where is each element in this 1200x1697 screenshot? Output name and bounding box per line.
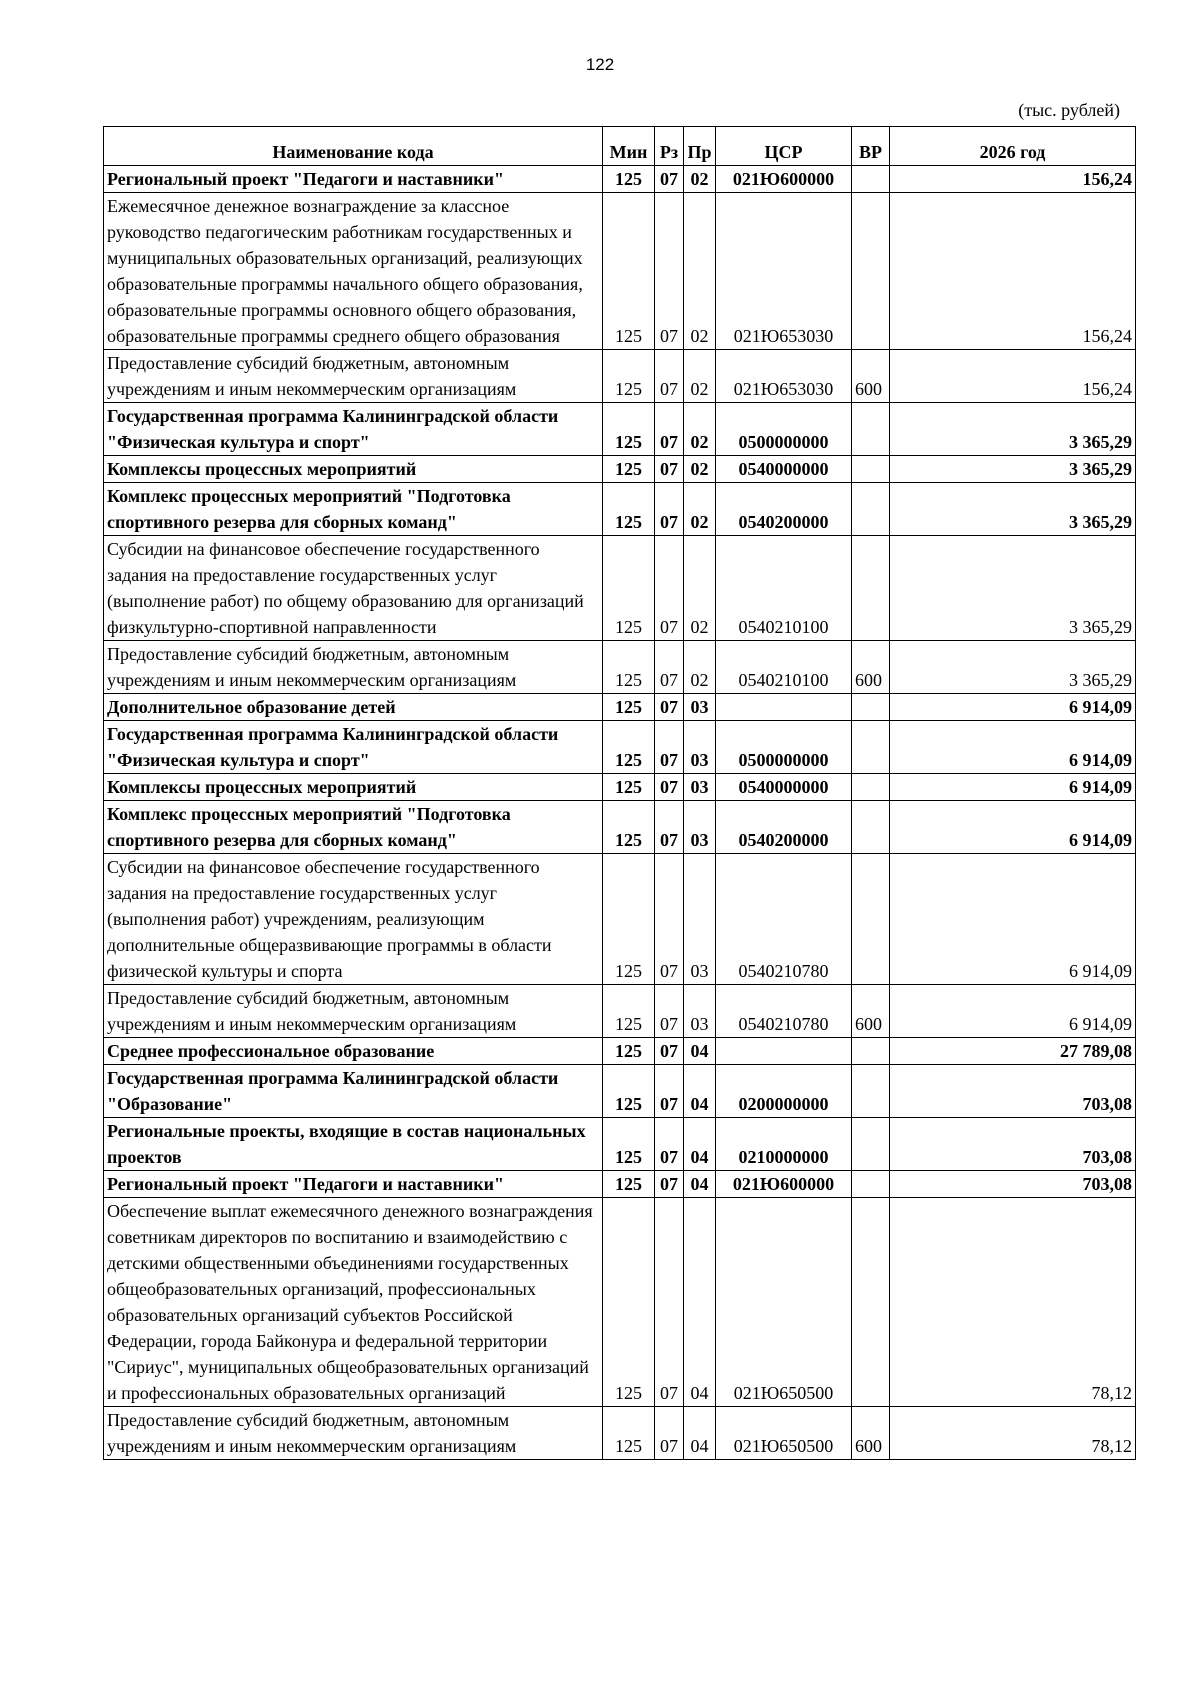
row-name: Комплекс процессных мероприятий "Подготовка спортивного резерва для сборных команд" bbox=[104, 483, 603, 536]
header-rz: Рз bbox=[655, 127, 684, 166]
row-min: 125 bbox=[603, 694, 655, 721]
header-csr: ЦСР bbox=[716, 127, 852, 166]
row-min: 125 bbox=[603, 1118, 655, 1171]
row-amount: 156,24 bbox=[890, 350, 1136, 403]
table-row bbox=[104, 456, 1136, 483]
row-pr: 02 bbox=[684, 483, 716, 536]
row-csr: 021Ю653030 bbox=[716, 350, 852, 403]
table-row bbox=[104, 721, 1136, 774]
table-row bbox=[104, 694, 1136, 721]
row-csr: 0540210100 bbox=[716, 641, 852, 694]
table-row bbox=[104, 1198, 1136, 1407]
row-rz: 07 bbox=[655, 694, 684, 721]
row-pr: 04 bbox=[684, 1118, 716, 1171]
row-name: Комплексы процессных мероприятий bbox=[104, 774, 603, 801]
row-rz: 07 bbox=[655, 166, 684, 193]
row-name: Предоставление субсидий бюджетным, автономным учреждениям и иным некоммерческим организациям bbox=[104, 1407, 603, 1460]
table-row bbox=[104, 193, 1136, 350]
row-pr: 03 bbox=[684, 801, 716, 854]
row-pr: 02 bbox=[684, 166, 716, 193]
row-csr: 0210000000 bbox=[716, 1118, 852, 1171]
row-pr: 02 bbox=[684, 641, 716, 694]
row-csr: 0540200000 bbox=[716, 483, 852, 536]
row-amount: 3 365,29 bbox=[890, 403, 1136, 456]
row-pr: 02 bbox=[684, 193, 716, 350]
row-csr: 021Ю600000 bbox=[716, 166, 852, 193]
table-row bbox=[104, 483, 1136, 536]
row-pr: 02 bbox=[684, 536, 716, 641]
row-min: 125 bbox=[603, 774, 655, 801]
row-rz: 07 bbox=[655, 350, 684, 403]
row-rz: 07 bbox=[655, 985, 684, 1038]
row-amount: 3 365,29 bbox=[890, 483, 1136, 536]
row-pr: 04 bbox=[684, 1065, 716, 1118]
row-csr: 0500000000 bbox=[716, 721, 852, 774]
row-pr: 02 bbox=[684, 350, 716, 403]
header-vr: ВР bbox=[852, 127, 890, 166]
row-min: 125 bbox=[603, 801, 655, 854]
row-amount: 6 914,09 bbox=[890, 801, 1136, 854]
row-name: Субсидии на финансовое обеспечение государственного задания на предоставление государственных услуг (выполнения работ) учреждениям, реализующим дополнительные общеразвивающие программы в области физической культуры и спорта bbox=[104, 854, 603, 985]
row-vr bbox=[852, 801, 890, 854]
row-vr: 600 bbox=[852, 1407, 890, 1460]
row-pr: 03 bbox=[684, 854, 716, 985]
row-amount: 6 914,09 bbox=[890, 854, 1136, 985]
header-name: Наименование кода bbox=[104, 127, 603, 166]
row-csr: 0500000000 bbox=[716, 403, 852, 456]
row-csr: 0540000000 bbox=[716, 774, 852, 801]
header-pr: Пр bbox=[684, 127, 716, 166]
row-name: Государственная программа Калининградской области "Физическая культура и спорт" bbox=[104, 403, 603, 456]
table-row bbox=[104, 403, 1136, 456]
table-row bbox=[104, 1065, 1136, 1118]
units-label: (тыс. рублей) bbox=[1018, 100, 1120, 120]
row-pr: 04 bbox=[684, 1198, 716, 1407]
row-vr bbox=[852, 483, 890, 536]
row-amount: 156,24 bbox=[890, 166, 1136, 193]
row-rz: 07 bbox=[655, 536, 684, 641]
row-amount: 6 914,09 bbox=[890, 774, 1136, 801]
row-rz: 07 bbox=[655, 721, 684, 774]
row-pr: 04 bbox=[684, 1038, 716, 1065]
row-rz: 07 bbox=[655, 1038, 684, 1065]
table-row bbox=[104, 801, 1136, 854]
row-pr: 03 bbox=[684, 985, 716, 1038]
row-name: Комплекс процессных мероприятий "Подготовка спортивного резерва для сборных команд" bbox=[104, 801, 603, 854]
row-rz: 07 bbox=[655, 1407, 684, 1460]
row-name: Региональные проекты, входящие в состав национальных проектов bbox=[104, 1118, 603, 1171]
row-vr bbox=[852, 854, 890, 985]
row-rz: 07 bbox=[655, 483, 684, 536]
table-row bbox=[104, 536, 1136, 641]
row-min: 125 bbox=[603, 985, 655, 1038]
row-name: Ежемесячное денежное вознаграждение за классное руководство педагогическим работникам государственных и муниципальных образовательных организаций, реализующих образовательные программы начального общего образования, образовательные программы основного общего образования, образовательные программы среднего общего образования bbox=[104, 193, 603, 350]
row-vr: 600 bbox=[852, 641, 890, 694]
row-name: Обеспечение выплат ежемесячного денежного вознаграждения советникам директоров по воспитанию и взаимодействию с детскими общественными объединениями государственных общеобразовательных организаций, профессиональных образовательных организаций субъектов Российской Федерации, города Байконура и федеральной территории "Сириус", муниципальных общеобразовательных организаций и профессиональных образовательных организаций bbox=[104, 1198, 603, 1407]
row-min: 125 bbox=[603, 483, 655, 536]
header-min: Мин bbox=[603, 127, 655, 166]
row-vr: 600 bbox=[852, 350, 890, 403]
row-amount: 703,08 bbox=[890, 1171, 1136, 1198]
row-min: 125 bbox=[603, 166, 655, 193]
row-csr: 021Ю650500 bbox=[716, 1198, 852, 1407]
row-csr: 0540000000 bbox=[716, 456, 852, 483]
row-csr: 0200000000 bbox=[716, 1065, 852, 1118]
row-rz: 07 bbox=[655, 854, 684, 985]
row-csr: 0540210100 bbox=[716, 536, 852, 641]
table-row bbox=[104, 166, 1136, 193]
row-csr: 0540210780 bbox=[716, 985, 852, 1038]
row-min: 125 bbox=[603, 403, 655, 456]
row-csr: 021Ю600000 bbox=[716, 1171, 852, 1198]
row-vr: 600 bbox=[852, 985, 890, 1038]
row-vr bbox=[852, 193, 890, 350]
row-csr: 021Ю650500 bbox=[716, 1407, 852, 1460]
row-pr: 04 bbox=[684, 1171, 716, 1198]
row-csr bbox=[716, 694, 852, 721]
row-rz: 07 bbox=[655, 801, 684, 854]
row-name: Дополнительное образование детей bbox=[104, 694, 603, 721]
row-name: Комплексы процессных мероприятий bbox=[104, 456, 603, 483]
row-csr: 0540210780 bbox=[716, 854, 852, 985]
row-amount: 3 365,29 bbox=[890, 641, 1136, 694]
row-vr bbox=[852, 456, 890, 483]
row-name: Предоставление субсидий бюджетным, автономным учреждениям и иным некоммерческим организациям bbox=[104, 641, 603, 694]
row-vr bbox=[852, 536, 890, 641]
table-row bbox=[104, 641, 1136, 694]
row-rz: 07 bbox=[655, 1171, 684, 1198]
row-min: 125 bbox=[603, 721, 655, 774]
row-amount: 156,24 bbox=[890, 193, 1136, 350]
row-amount: 6 914,09 bbox=[890, 985, 1136, 1038]
row-pr: 03 bbox=[684, 721, 716, 774]
table-row bbox=[104, 350, 1136, 403]
row-rz: 07 bbox=[655, 1065, 684, 1118]
row-rz: 07 bbox=[655, 641, 684, 694]
row-vr bbox=[852, 694, 890, 721]
row-min: 125 bbox=[603, 193, 655, 350]
row-vr bbox=[852, 721, 890, 774]
row-pr: 02 bbox=[684, 456, 716, 483]
table-row bbox=[104, 985, 1136, 1038]
row-min: 125 bbox=[603, 536, 655, 641]
row-rz: 07 bbox=[655, 1118, 684, 1171]
row-vr bbox=[852, 774, 890, 801]
budget-table bbox=[103, 126, 1136, 1460]
row-csr bbox=[716, 1038, 852, 1065]
table-row bbox=[104, 1171, 1136, 1198]
row-amount: 3 365,29 bbox=[890, 456, 1136, 483]
row-amount: 703,08 bbox=[890, 1118, 1136, 1171]
row-rz: 07 bbox=[655, 1198, 684, 1407]
row-name: Среднее профессиональное образование bbox=[104, 1038, 603, 1065]
row-rz: 07 bbox=[655, 193, 684, 350]
row-vr bbox=[852, 1171, 890, 1198]
row-amount: 703,08 bbox=[890, 1065, 1136, 1118]
row-pr: 04 bbox=[684, 1407, 716, 1460]
row-min: 125 bbox=[603, 1038, 655, 1065]
row-amount: 6 914,09 bbox=[890, 694, 1136, 721]
row-name: Государственная программа Калининградской области "Физическая культура и спорт" bbox=[104, 721, 603, 774]
table-header-row bbox=[104, 127, 1136, 166]
row-min: 125 bbox=[603, 1198, 655, 1407]
row-min: 125 bbox=[603, 1065, 655, 1118]
row-min: 125 bbox=[603, 1171, 655, 1198]
table-row bbox=[104, 1407, 1136, 1460]
row-name: Субсидии на финансовое обеспечение государственного задания на предоставление государственных услуг (выполнение работ) по общему образованию для организаций физкультурно-спортивной направленности bbox=[104, 536, 603, 641]
row-pr: 02 bbox=[684, 403, 716, 456]
row-amount: 78,12 bbox=[890, 1198, 1136, 1407]
row-csr: 0540200000 bbox=[716, 801, 852, 854]
row-name: Предоставление субсидий бюджетным, автономным учреждениям и иным некоммерческим организациям bbox=[104, 350, 603, 403]
table-row bbox=[104, 854, 1136, 985]
row-vr bbox=[852, 1118, 890, 1171]
row-rz: 07 bbox=[655, 456, 684, 483]
row-rz: 07 bbox=[655, 403, 684, 456]
row-vr bbox=[852, 1198, 890, 1407]
row-vr bbox=[852, 166, 890, 193]
row-min: 125 bbox=[603, 854, 655, 985]
table-row bbox=[104, 774, 1136, 801]
row-csr: 021Ю653030 bbox=[716, 193, 852, 350]
row-vr bbox=[852, 1038, 890, 1065]
header-year: 2026 год bbox=[890, 127, 1136, 166]
row-min: 125 bbox=[603, 456, 655, 483]
row-name: Региональный проект "Педагоги и наставники" bbox=[104, 1171, 603, 1198]
row-min: 125 bbox=[603, 350, 655, 403]
row-name: Государственная программа Калининградской области "Образование" bbox=[104, 1065, 603, 1118]
row-rz: 07 bbox=[655, 774, 684, 801]
row-amount: 78,12 bbox=[890, 1407, 1136, 1460]
table-row bbox=[104, 1118, 1136, 1171]
row-min: 125 bbox=[603, 641, 655, 694]
row-amount: 6 914,09 bbox=[890, 721, 1136, 774]
row-vr bbox=[852, 1065, 890, 1118]
page-number: 122 bbox=[585, 55, 615, 74]
row-min: 125 bbox=[603, 1407, 655, 1460]
table-row bbox=[104, 1038, 1136, 1065]
row-amount: 3 365,29 bbox=[890, 536, 1136, 641]
row-name: Предоставление субсидий бюджетным, автономным учреждениям и иным некоммерческим организациям bbox=[104, 985, 603, 1038]
row-amount: 27 789,08 bbox=[890, 1038, 1136, 1065]
row-pr: 03 bbox=[684, 694, 716, 721]
row-name: Региональный проект "Педагоги и наставники" bbox=[104, 166, 603, 193]
table-body bbox=[104, 166, 1136, 1460]
row-pr: 03 bbox=[684, 774, 716, 801]
row-vr bbox=[852, 403, 890, 456]
